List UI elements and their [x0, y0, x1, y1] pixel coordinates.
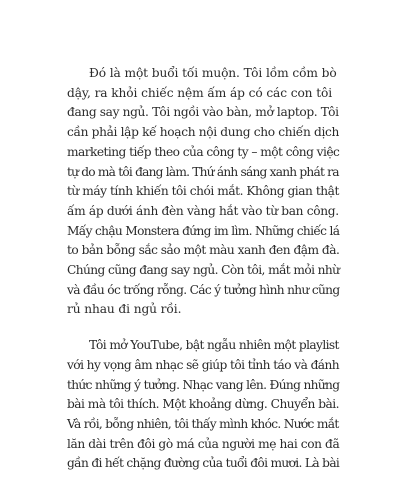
- text-line: đang say ngủ. Tôi ngồi vào bàn, mở laptop. Tôi: [67, 105, 339, 120]
- text-line: từ máy tính khiến tôi chói mắt. Không gian thật: [67, 184, 339, 199]
- text-line: và đầu óc trống rỗng. Các ý tưởng hình như cũng: [67, 282, 340, 297]
- text-line: thức những ý tưởng. Nhạc vang lên. Đúng những: [67, 377, 340, 392]
- text-line: Mấy chậu Monstera đứng im lìm. Những chiếc lá: [67, 223, 340, 238]
- body-text: [67, 64, 339, 490]
- paragraph-2: [67, 336, 339, 474]
- text-line: ấm áp dưới ánh đèn vàng hắt vào từ ban công.: [67, 203, 339, 218]
- paragraph-1: [67, 64, 339, 320]
- text-line: gần đi hết chặng đường của tuổi đôi mươi. Là bài: [67, 456, 340, 471]
- text-line: lăn dài trên đôi gò má của người mẹ hai con đã: [67, 436, 340, 451]
- text-line: Đó là một buổi tối muộn. Tôi lồm cồm bò: [89, 66, 337, 80]
- text-line: Chúng cũng đang say ngủ. Còn tôi, mắt mỏi nhừ: [67, 263, 340, 278]
- text-line: bài mà tôi thích. Một khoảng dừng. Chuyển bài.: [67, 397, 339, 412]
- text-line: dậy, ra khỏi chiếc nệm ấm áp có các con tôi: [67, 85, 333, 100]
- text-line: to bản bỗng sắc sảo một màu xanh đen đậm đà.: [67, 243, 340, 258]
- text-line: cần phải lập kế hoạch nội dung cho chiến dịch: [67, 125, 339, 140]
- text-line: tự do mà tôi đang làm. Thứ ánh sáng xanh phát ra: [67, 164, 339, 179]
- text-line: Và rồi, bỗng nhiên, tôi thấy mình khóc. Nước mắt: [67, 416, 339, 431]
- text-line: Tôi mở YouTube, bật ngẫu nhiên một playlist: [89, 338, 339, 353]
- text-line: marketing tiếp theo của công ty – một công việc: [67, 144, 340, 159]
- text-line: với hy vọng âm nhạc sẽ giúp tôi tỉnh táo và đánh: [67, 357, 340, 372]
- text-line: rủ nhau đi ngủ rồi.: [67, 302, 182, 317]
